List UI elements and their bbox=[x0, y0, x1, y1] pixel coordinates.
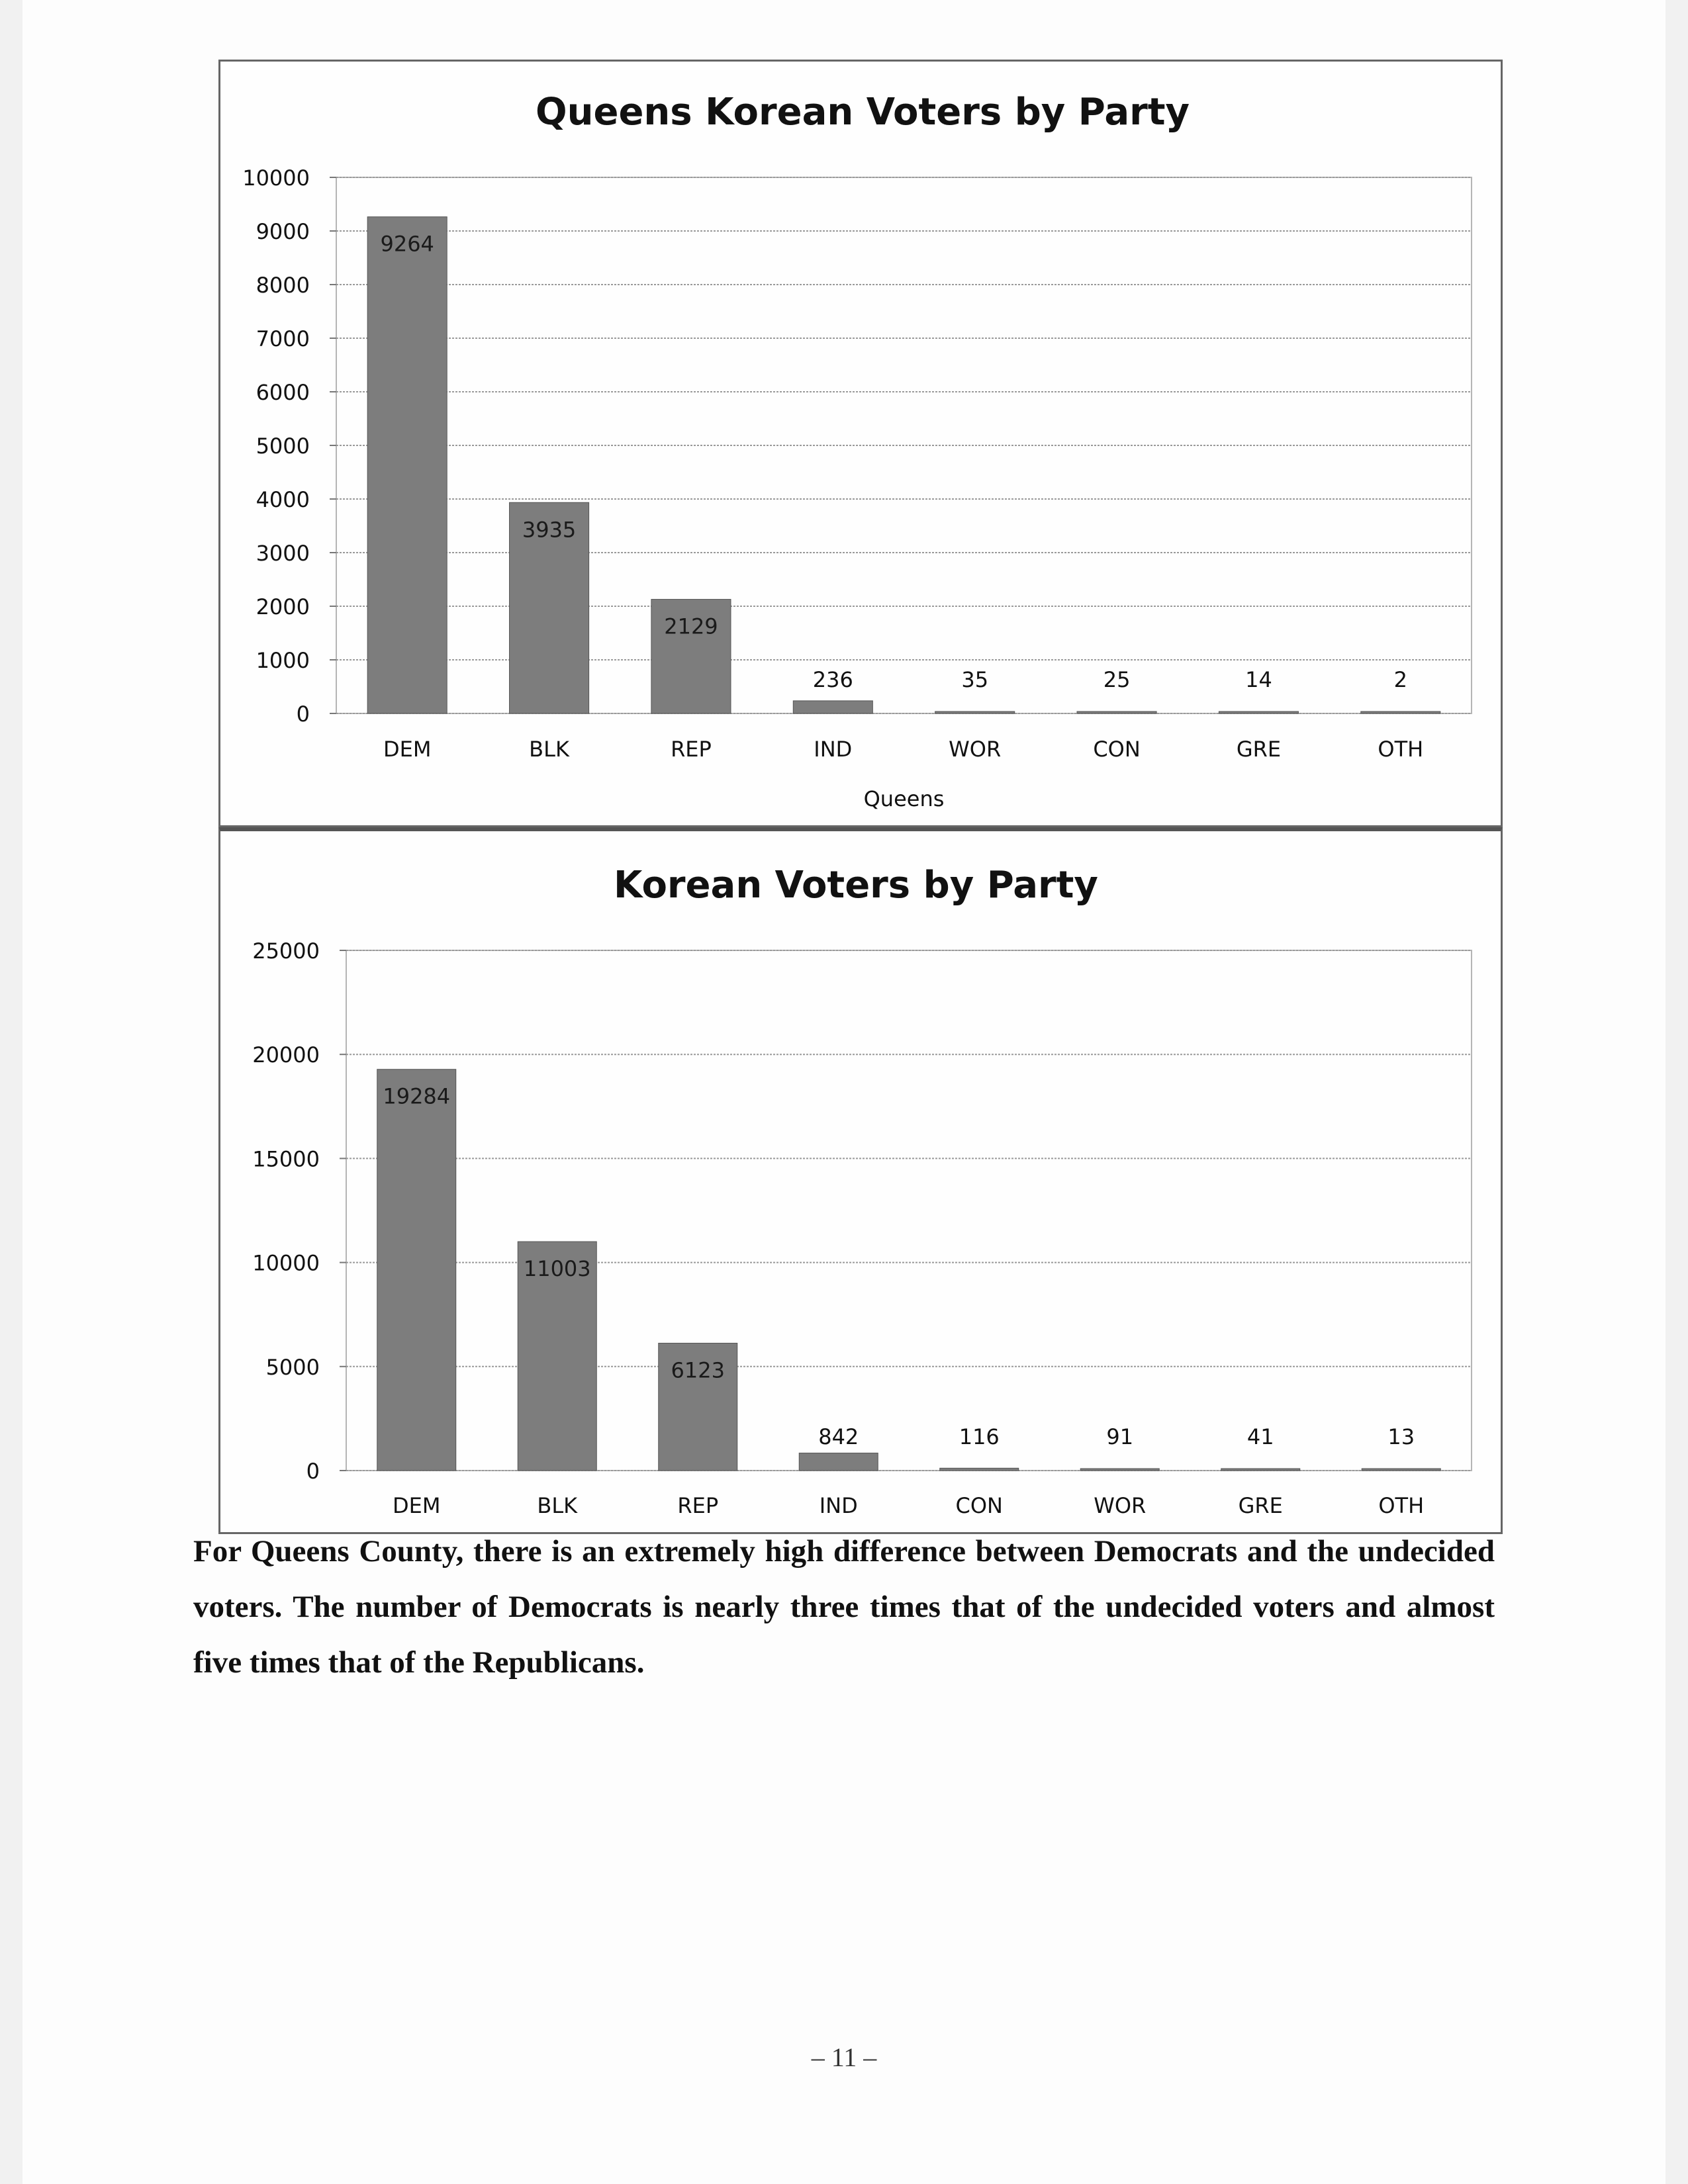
bar bbox=[1080, 1469, 1159, 1471]
x-tick-label: BLK bbox=[537, 1493, 578, 1518]
y-tick-label: 9000 bbox=[256, 219, 310, 244]
bar bbox=[935, 711, 1015, 713]
x-tick-label: GRE bbox=[1236, 737, 1282, 762]
x-tick-label: WOR bbox=[1094, 1493, 1147, 1518]
x-tick-label: CON bbox=[955, 1493, 1003, 1518]
y-tick-label: 8000 bbox=[256, 273, 310, 298]
y-tick-label: 10000 bbox=[252, 1250, 320, 1276]
bar bbox=[1362, 1469, 1440, 1471]
y-tick-label: 25000 bbox=[252, 938, 320, 964]
x-tick-label: IND bbox=[819, 1493, 858, 1518]
x-tick-label: CON bbox=[1093, 737, 1141, 762]
data-label: 2 bbox=[1393, 667, 1407, 692]
plot-area bbox=[346, 950, 1472, 1471]
queens-voters-chart bbox=[218, 60, 1503, 827]
korean-voters-chart bbox=[218, 827, 1503, 1534]
y-tick-label: 20000 bbox=[252, 1042, 320, 1068]
bar bbox=[367, 217, 447, 713]
bar bbox=[377, 1069, 456, 1471]
data-label: 9264 bbox=[380, 231, 434, 257]
bar bbox=[1361, 711, 1440, 713]
y-tick-label: 10000 bbox=[242, 165, 310, 191]
x-tick-label: GRE bbox=[1238, 1493, 1283, 1518]
y-tick-label: 6000 bbox=[256, 380, 310, 405]
y-tick-label: 5000 bbox=[265, 1354, 320, 1380]
chart-title: Korean Voters by Party bbox=[614, 864, 1098, 907]
data-label: 91 bbox=[1106, 1424, 1134, 1449]
data-label: 19284 bbox=[383, 1083, 451, 1109]
x-tick-label: DEM bbox=[383, 737, 432, 762]
data-label: 35 bbox=[961, 667, 989, 692]
y-tick-label: 4000 bbox=[256, 487, 310, 512]
bar bbox=[799, 1453, 878, 1471]
bar bbox=[1077, 711, 1156, 713]
y-tick-label: 3000 bbox=[256, 541, 310, 566]
data-label: 3935 bbox=[522, 517, 577, 543]
y-tick-label: 0 bbox=[296, 702, 310, 727]
data-label: 842 bbox=[818, 1424, 859, 1449]
data-label: 6123 bbox=[671, 1357, 725, 1383]
bar bbox=[940, 1468, 1019, 1471]
x-tick-label: BLK bbox=[529, 737, 569, 762]
bar bbox=[793, 701, 872, 713]
body-paragraph: For Queens County, there is an extremely high difference between Democrats and the undecided voters. The number of Democrats is nearly three times that of the undecided voters and almost five times that of the Republicans. bbox=[193, 1534, 1495, 1680]
data-label: 236 bbox=[812, 667, 853, 692]
y-tick-label: 1000 bbox=[256, 648, 310, 673]
x-tick-label: WOR bbox=[949, 737, 1002, 762]
bar bbox=[1219, 711, 1298, 713]
page-number: – 11 – bbox=[811, 2042, 877, 2072]
data-label: 25 bbox=[1103, 667, 1131, 692]
x-tick-label: OTH bbox=[1378, 737, 1424, 762]
x-tick-label: IND bbox=[814, 737, 853, 762]
y-tick-label: 2000 bbox=[256, 594, 310, 619]
chart-title: Queens Korean Voters by Party bbox=[535, 91, 1190, 134]
x-tick-label: DEM bbox=[393, 1493, 441, 1518]
korean-voters-chart-svg bbox=[220, 831, 1501, 1530]
data-label: 116 bbox=[959, 1424, 1000, 1449]
scan-margin-right bbox=[1665, 0, 1688, 2184]
x-tick-label: REP bbox=[671, 737, 712, 762]
x-tick-label: REP bbox=[677, 1493, 719, 1518]
x-axis-label: Queens bbox=[863, 786, 945, 811]
y-tick-label: 5000 bbox=[256, 433, 310, 459]
y-tick-label: 15000 bbox=[252, 1146, 320, 1172]
bar bbox=[1221, 1469, 1300, 1471]
scan-margin-left bbox=[0, 0, 23, 2184]
data-label: 13 bbox=[1387, 1424, 1415, 1449]
data-label: 14 bbox=[1245, 667, 1272, 692]
data-label: 41 bbox=[1246, 1424, 1274, 1449]
queens-voters-chart-svg bbox=[220, 62, 1501, 825]
data-label: 11003 bbox=[523, 1256, 591, 1282]
x-tick-label: OTH bbox=[1378, 1493, 1425, 1518]
y-tick-label: 7000 bbox=[256, 326, 310, 351]
data-label: 2129 bbox=[664, 614, 718, 639]
y-tick-label: 0 bbox=[306, 1459, 320, 1484]
